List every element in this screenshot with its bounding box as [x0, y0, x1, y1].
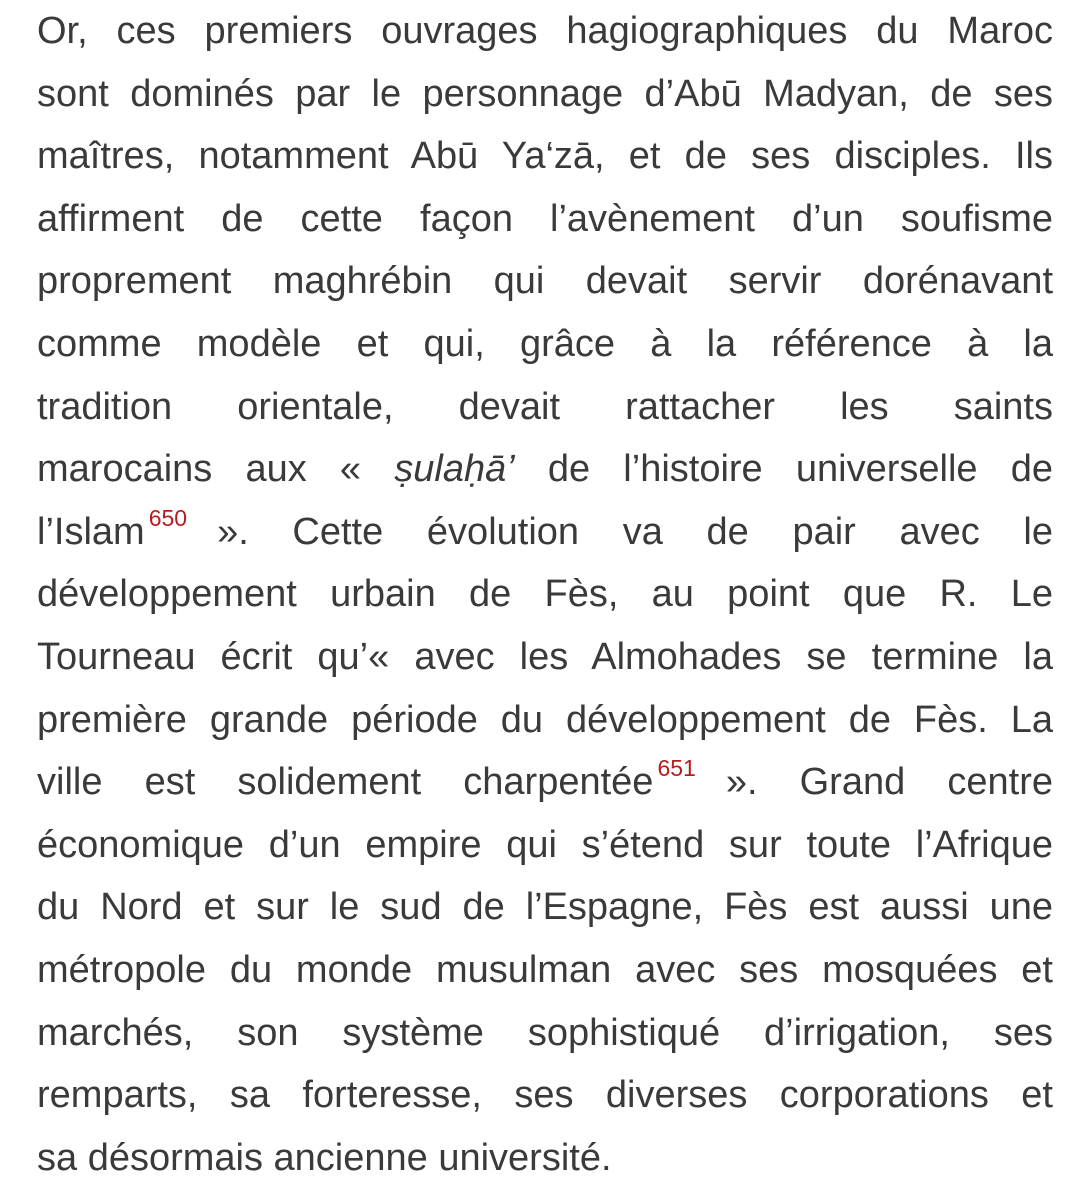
- text-line: du Nord et sur le sud de l’Espagne, Fès est aussi une: [37, 886, 1053, 929]
- text-line: Or, ces premiers ouvrages hagiographiques du Maroc: [37, 10, 1053, 52]
- text-line: économique d’un empire qui s’étend sur toute l’Afrique: [37, 823, 1053, 866]
- text-line: tradition orientale, devait rattacher les saints: [37, 385, 1053, 428]
- text-line: première grande période du développement de Fès. La: [37, 698, 1053, 741]
- text-line: remparts, sa forteresse, ses diverses corporations et: [37, 1074, 1053, 1117]
- text-fragment: marocains aux «: [37, 448, 395, 491]
- text-fragment: ville est solidement charpentée: [37, 761, 654, 804]
- text-fragment: ». Grand centre: [725, 761, 1053, 804]
- text-line: proprement maghrébin qui devait servir dorénavant: [37, 260, 1053, 303]
- text-line: métropole du monde musulman avec ses mosquées et: [37, 948, 1053, 991]
- italic-term: ṣulaḥā’: [394, 448, 515, 491]
- text-fragment: l’Islam: [37, 510, 145, 553]
- text-line: sont dominés par le personnage d’Abū Madyan, de ses: [37, 72, 1053, 115]
- footnote-link-651[interactable]: 651: [657, 755, 696, 782]
- text-line: affirment de cette façon l’avènement d’un soufisme: [37, 197, 1053, 240]
- text-line: sa désormais ancienne université.: [37, 1136, 612, 1179]
- document-paragraph: [37, 0, 1053, 1189]
- footnote-link-650[interactable]: 650: [148, 504, 188, 531]
- text-line: [37, 751, 1053, 814]
- text-line: [37, 438, 1053, 501]
- text-line: Tourneau écrit qu’« avec les Almohades se termine la: [37, 635, 1053, 678]
- text-fragment: de l’histoire universelle de: [514, 448, 1053, 491]
- text-line: maîtres, notamment Abū Ya‘zā, et de ses disciples. Ils: [37, 135, 1053, 178]
- text-line: [37, 501, 1053, 564]
- text-fragment: ». Cette évolution va de pair avec le: [217, 510, 1053, 553]
- text-line: comme modèle et qui, grâce à la référence à la: [37, 322, 1053, 365]
- text-line: développement urbain de Fès, au point que R. Le: [37, 573, 1053, 616]
- text-line: marchés, son système sophistiqué d’irrigation, ses: [37, 1011, 1053, 1054]
